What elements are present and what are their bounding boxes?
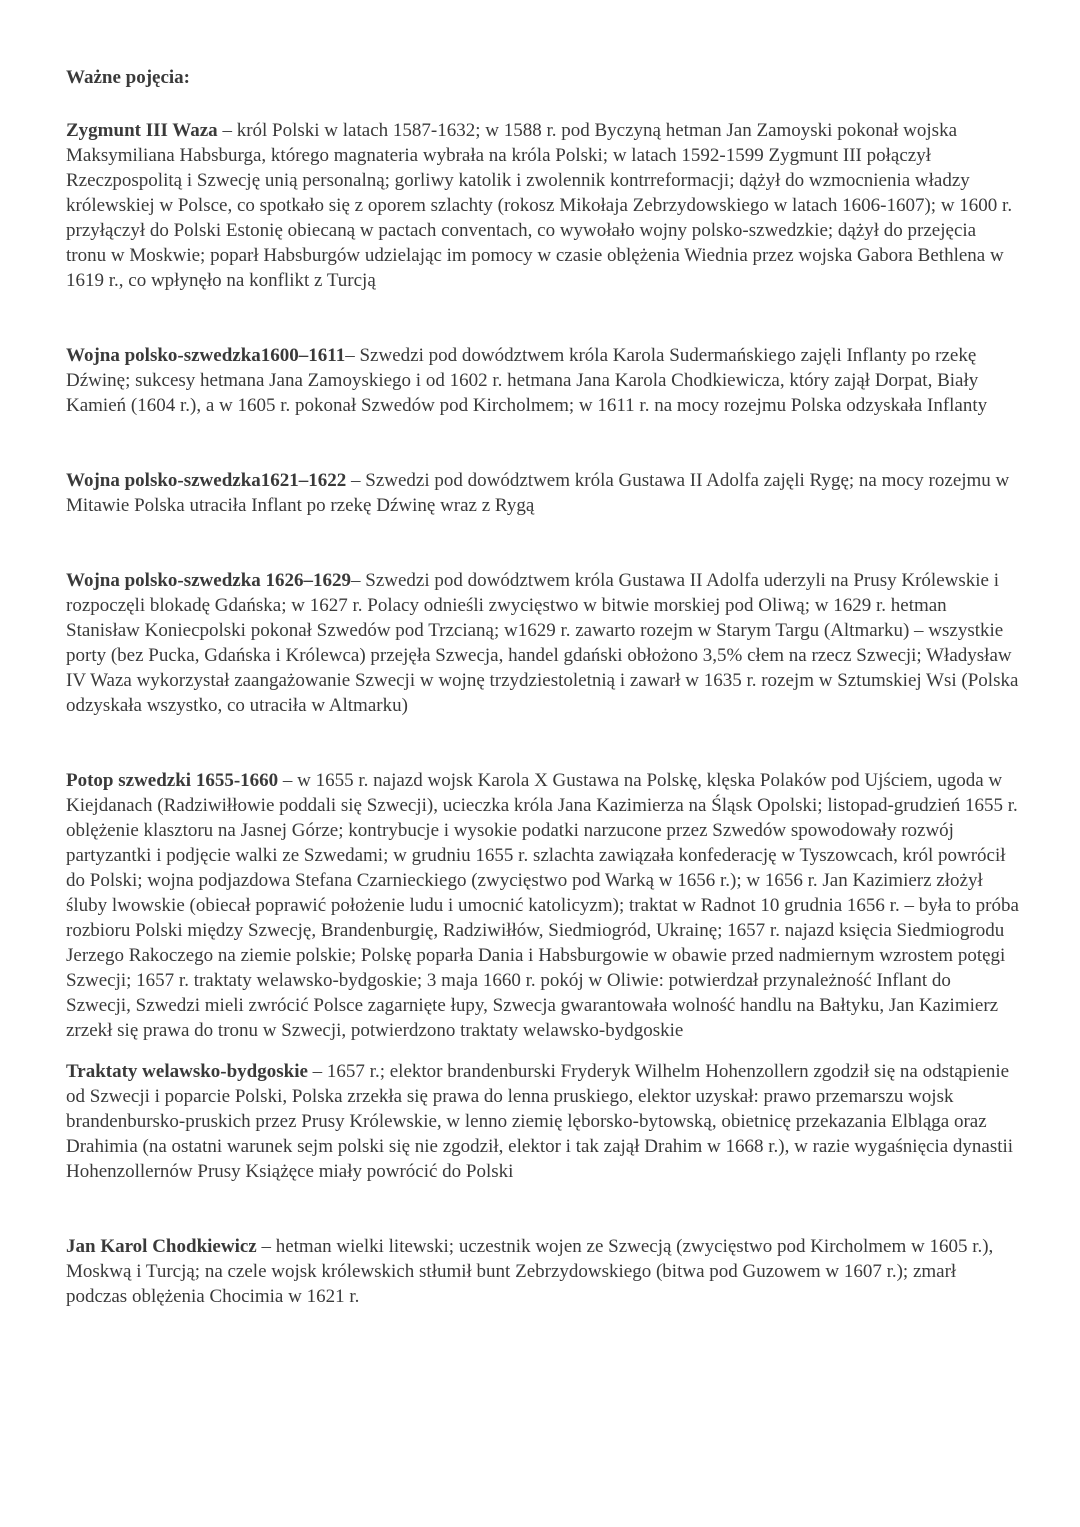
entry-wojna-1621-1622 — [66, 468, 1020, 518]
entry-term: Potop szwedzki 1655-1660 — [66, 770, 279, 791]
page-heading: Ważne pojęcia: — [66, 67, 191, 88]
entry-traktaty-welawsko-bydgoskie — [66, 1059, 1020, 1184]
entry-jan-karol-chodkiewicz — [66, 1234, 1020, 1309]
entry-text: – 1657 r.; elektor brandenburski Fryderyk Wilhelm Hohenzollern zgodził się na odstąpienie od Szwecji i poparcie Polski, Polska zrzekła się prawa do lenna pruskiego, elektor uzyskał: prawo przemarszu wojsk brandenbursko-pruskich przez Prusy Królewskie, w lenno ziemię lęborsko-bytowską, obietnicę przekazania Elbląga oraz Drahimia (na ostatni warunek sejm polski się nie zgodził, elektor i tak zajął Drahim w 1668 r.), w razie wygaśnięcia dynastii Hohenzollernów Prusy Książęce miały powrócić do Polski — [66, 1061, 1014, 1182]
entry-wojna-1626-1629 — [66, 568, 1020, 718]
entry-term: Wojna polsko-szwedzka1600–1611 — [66, 345, 346, 366]
entry-wojna-1600-1611 — [66, 343, 1020, 418]
entry-term: Wojna polsko-szwedzka1621–1622 — [66, 470, 347, 491]
entry-text: – hetman wielki litewski; uczestnik wojen ze Szwecją (zwycięstwo pod Kircholmem w 1605 r.), Moskwą i Turcją; na czele wojsk królewskich stłumił bunt Zebrzydowskiego (bitwa pod Guzowem w 1607 r.); zmarł podczas oblężenia Chocimia w 1621 r. — [66, 1236, 994, 1307]
entry-text: – król Polski w latach 1587-1632; w 1588 r. pod Byczyną hetman Jan Zamoyski pokonał wojska Maksymiliana Habsburga, którego magnateria wybrała na króla Polski; w latach 1592-1599 Zygmunt III połączył Rzeczpospolitą i Szwecję unią personalną; gorliwy katolik i zwolennik kontrreformacji; dążył do wzmocnienia władzy królewskiej w Polsce, co spotkało się z oporem szlachty (rokosz Mikołaja Zebrzydowskiego w latach 1606-1607); w 1600 r. przyłączył do Polski Estonię obiecaną w pactach conventach, co wywołało wojny polsko-szwedzkie; dążył do przejęcia tronu w Moskwie; poparł Habsburgów udzielając im pomocy w czasie oblężenia Wiednia przez wojska Gabora Bethlena w 1619 r., co wpłynęło na konflikt z Turcją — [66, 120, 1013, 291]
entry-text: – Szwedzi pod dowództwem króla Karola Sudermańskiego zajęli Inflanty po rzekę Dźwinę; sukcesy hetmana Jana Zamoyskiego i od 1602 r. hetmana Jana Karola Chodkiewicza, który zajął Dorpat, Biały Kamień (1604 r.), a w 1605 r. pokonał Szwedów pod Kircholmem; w 1611 r. na mocy rozejmu Polska odzyskała Inflanty — [66, 345, 988, 416]
entry-potop-szwedzki — [66, 768, 1020, 1043]
entry-text: – Szwedzi pod dowództwem króla Gustawa II Adolfa uderzyli na Prusy Królewskie i rozpoczęli blokadę Gdańska; w 1627 r. Polacy odnieśli zwycięstwo w bitwie morskiej pod Oliwą; w 1629 r. hetman Stanisław Koniecpolski pokonał Szwedów pod Trzcianą; w1629 r. zawarto rozejm w Starym Targu (Altmarku) – wszystkie porty (bez Pucka, Gdańska i Królewca) przejęła Szwecja, handel gdański obłożono 3,5% cłem na rzecz Szwecji; Władysław IV Waza wykorzystał zaangażowanie Szwecji w wojnę trzydziestoletnią i zawarł w 1635 r. rozejm w Sztumskiej Wsi (Polska odzyskała wszystko, co utraciła w Altmarku) — [66, 570, 1019, 716]
entry-term: Wojna polsko-szwedzka 1626–1629 — [66, 570, 352, 591]
entry-term: Jan Karol Chodkiewicz — [66, 1236, 257, 1257]
entry-text: – Szwedzi pod dowództwem króla Gustawa II Adolfa zajęli Rygę; na mocy rozejmu w Mitawie Polska utraciła Inflant po rzekę Dźwinę wraz z Rygą — [66, 470, 1010, 516]
entry-term: Zygmunt III Waza — [66, 120, 218, 141]
entry-term: Traktaty welawsko-bydgoskie — [66, 1061, 308, 1082]
entry-text: – w 1655 r. najazd wojsk Karola X Gustawa na Polskę, klęska Polaków pod Ujściem, ugoda w Kiejdanach (Radziwiłłowie poddali się Szwecji), ucieczka króla Jana Kazimierza na Śląsk Opolski; listopad-grudzień 1655 r. oblężenie klasztoru na Jasnej Górze; kontrybucje i wysokie podatki narzucone przez Szwedów spowodowały rozwój partyzantki i podjęcie walki ze Szwedami; w grudniu 1655 r. szlachta zawiązała konfederację w Tyszowcach, król powrócił do Polski; wojna podjazdowa Stefana Czarnieckiego (zwycięstwo pod Warką w 1656 r.); w 1656 r. Jan Kazimierz złożył śluby lwowskie (obiecał poprawić położenie ludu i umocnić katolicyzm); traktat w Radnot 10 grudnia 1656 r. – była to próba rozbioru Polski między Szwecję, Brandenburgię, Radziwiłłów, Siedmiogród, Ukrainę; 1657 r. najazd księcia Siedmiogrodu Jerzego Rakoczego na ziemie polskie; Polskę poparła Dania i Habsburgowie w obawie przed nadmiernym wzrostem potęgi Szwecji; 1657 r. traktaty welawsko-bydgoskie; 3 maja 1660 r. pokój w Oliwie: potwierdzał przynależność Inflant do Szwecji, Szwedzi mieli zwrócić Polsce zagarnięte łupy, Szwecja gwarantowała wolność handlu na Bałtyku, Jan Kazimierz zrzekł się prawa do tronu w Szwecji, potwierdzono traktaty welawsko-bydgoskie — [66, 770, 1019, 1041]
entry-zygmunt-iii-waza — [66, 118, 1020, 293]
